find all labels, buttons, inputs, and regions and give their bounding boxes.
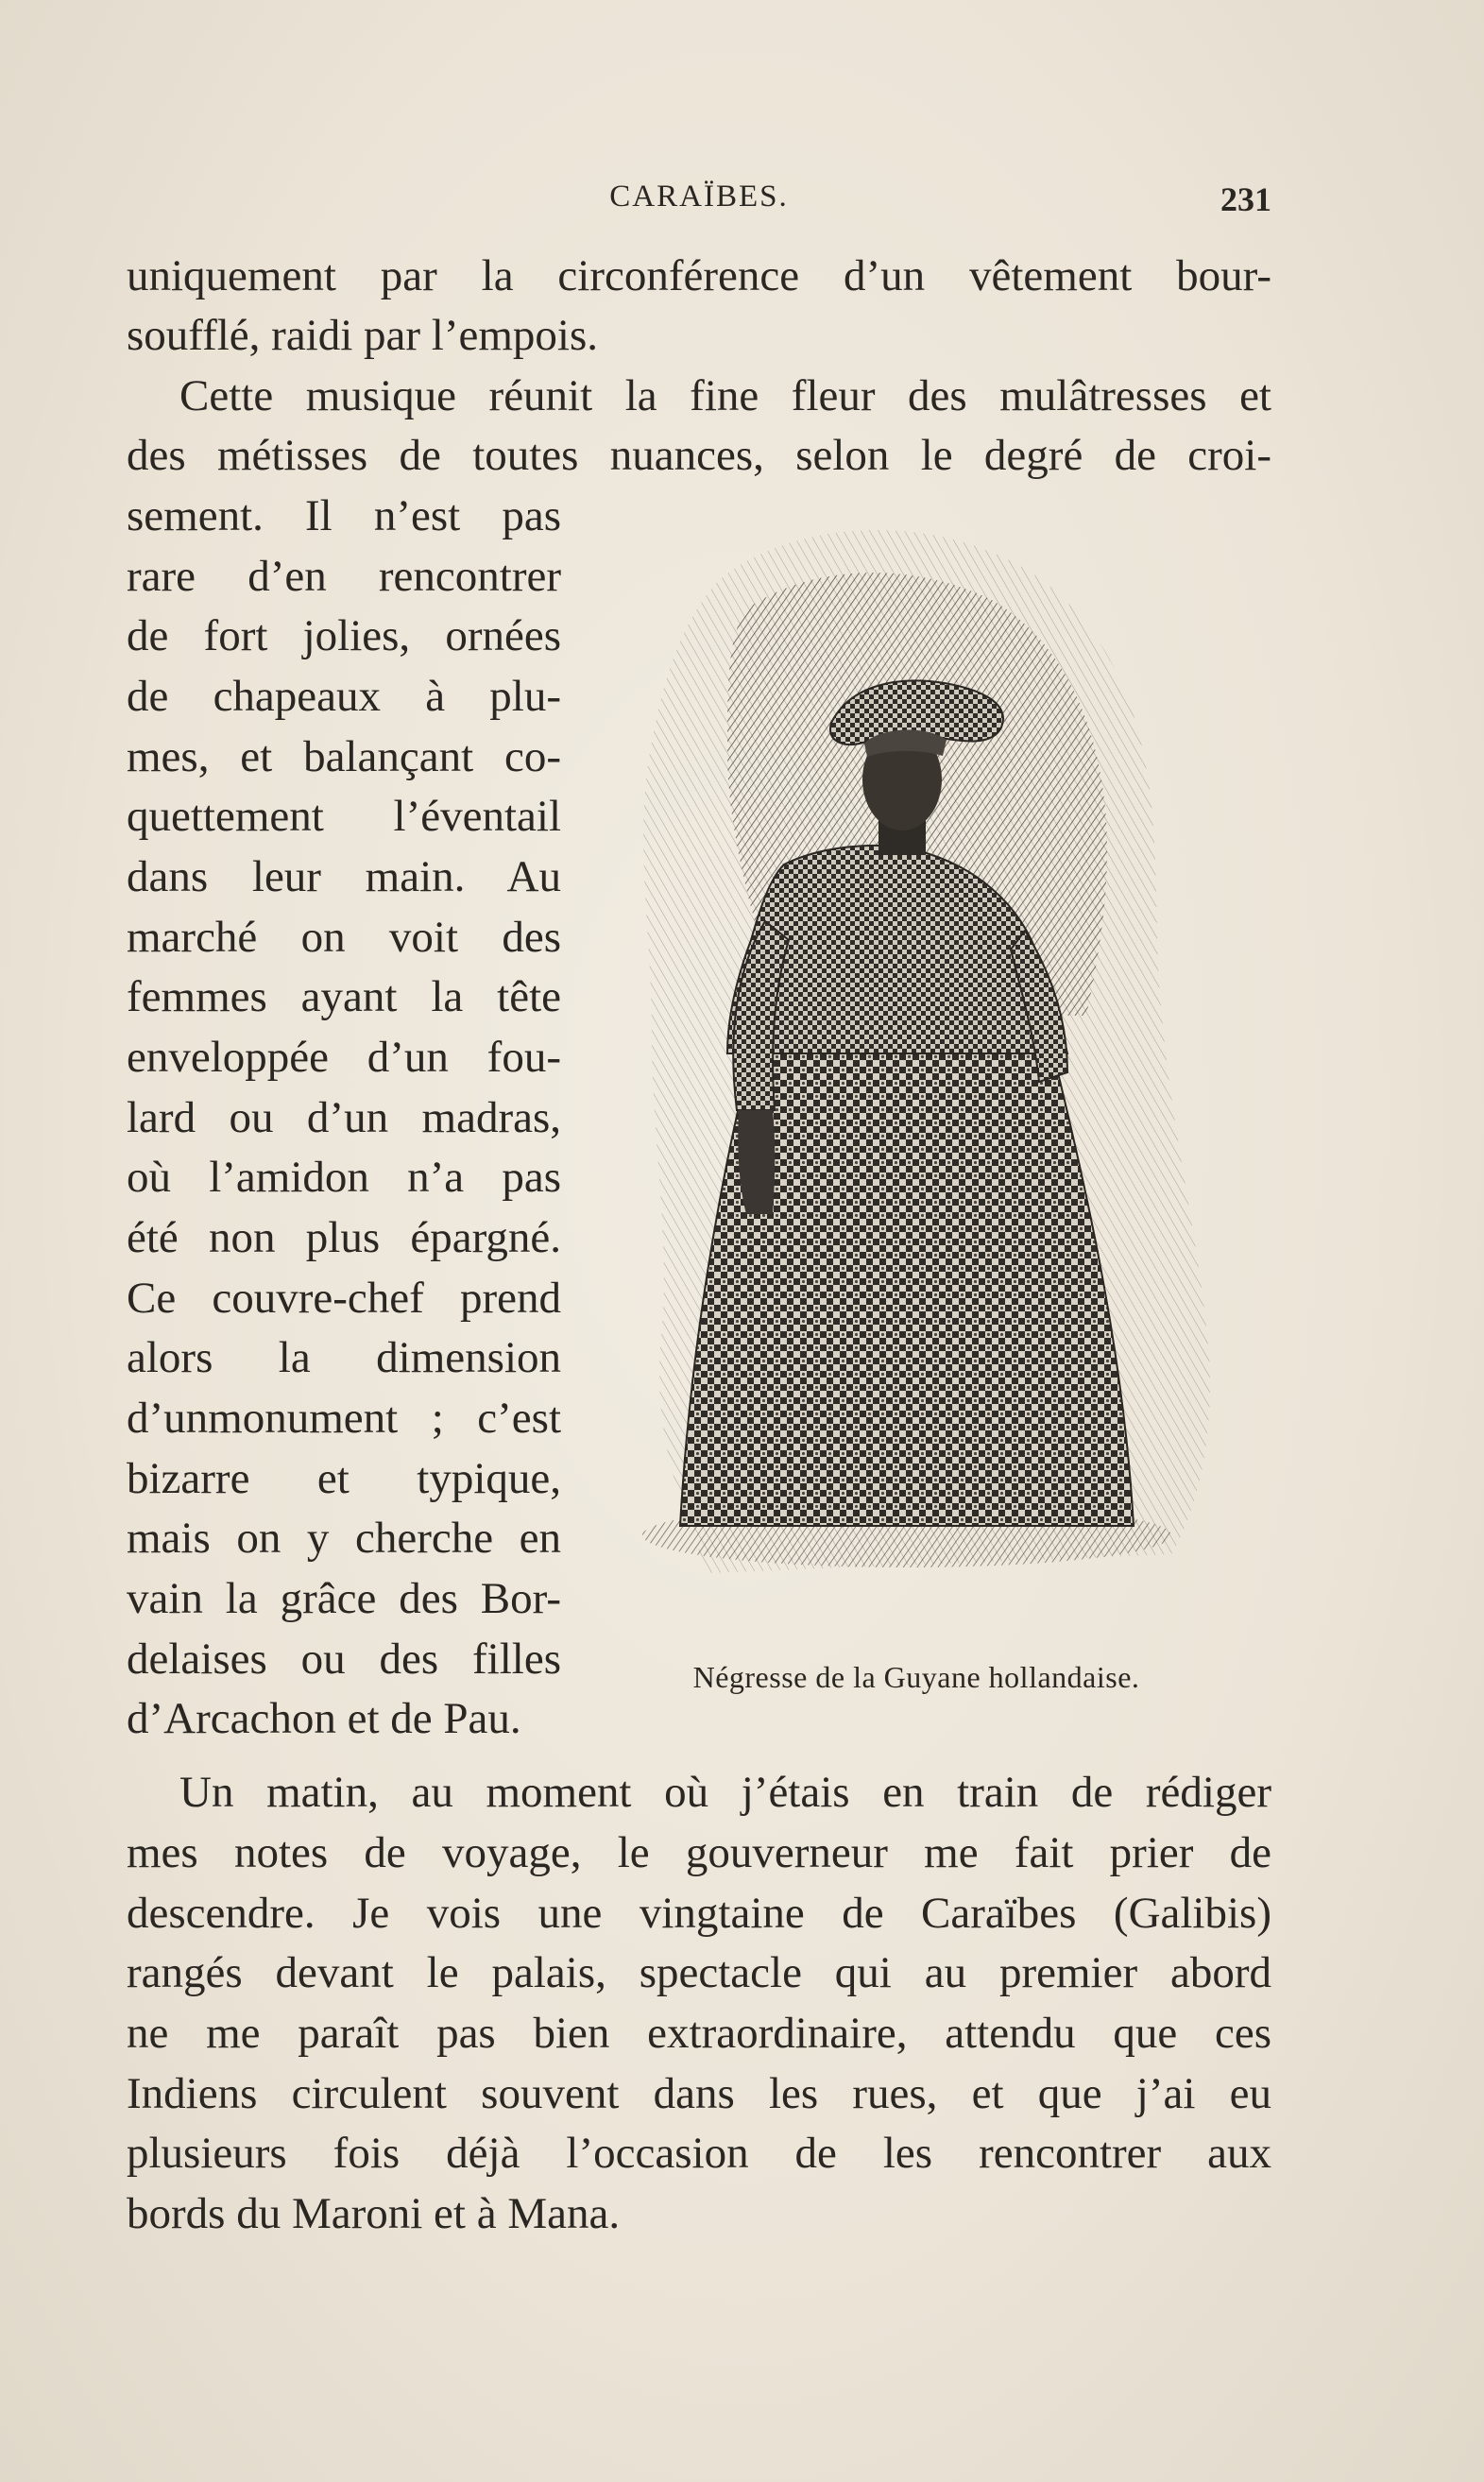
text-line: bords du Maroni et à Mana. (127, 2189, 621, 2238)
text-line: alors la dimension (127, 1333, 561, 1382)
text-line: d’Arcachon et de Pau. (127, 1694, 521, 1743)
text-line: d’unmonument ; c’est (127, 1394, 561, 1443)
text-line: bizarre et typique, (127, 1454, 561, 1503)
text-line: uniquement par la circonférence d’un vêtement bour- (127, 251, 1271, 300)
text-line: marché on voit des (127, 913, 561, 962)
text-line: Indiens circulent souvent dans les rues, et que j’ai eu (127, 2069, 1271, 2118)
text-line: femmes ayant la tête (127, 972, 561, 1021)
text-line: rangés devant le palais, spectacle qui au premier abord (127, 1948, 1271, 1997)
text-line: plusieurs fois déjà l’occasion de les rencontrer aux (127, 2129, 1271, 2178)
text-line: de fort jolies, ornées (127, 611, 561, 660)
text-line: sement. Il n’est pas (127, 491, 561, 540)
text-line: de chapeaux à plu- (127, 672, 561, 721)
text-line: rare d’en rencontrer (127, 552, 561, 601)
text-line: lard ou d’un madras, (127, 1093, 561, 1142)
text-line: quettement l’éventail (127, 792, 561, 841)
text-line: delaises ou des filles (127, 1635, 561, 1684)
text-line: enveloppée d’un fou- (127, 1033, 561, 1082)
text-line: ne me paraît pas bien extraordinaire, attendu que ces (127, 2009, 1271, 2058)
text-line: soufflé, raidi par l’empois. (127, 311, 599, 360)
text-line: vain la grâce des Bor- (127, 1574, 561, 1623)
text-line: descendre. Je vois une vingtaine de Caraïbes (Galibis) (127, 1889, 1271, 1938)
text-line: où l’amidon n’a pas (127, 1153, 561, 1202)
engraving-figure (595, 524, 1275, 1639)
text-line: dans leur main. Au (127, 852, 561, 901)
text-line: Cette musique réunit la fine fleur des mulâtresses et (179, 371, 1271, 420)
text-line: mais on y cherche en (127, 1514, 561, 1563)
text-line: mes, et balançant co- (127, 732, 561, 781)
text-line: Un matin, au moment où j’étais en train de rédiger (179, 1768, 1271, 1817)
text-line: été non plus épargné. (127, 1213, 561, 1262)
text-line: mes notes de voyage, le gouverneur me fait prier de (127, 1828, 1271, 1877)
text-line: des métisses de toutes nuances, selon le degré de croi- (127, 431, 1271, 480)
running-title: CARAÏBES. (609, 180, 789, 214)
woman-engraving-illustration (595, 524, 1275, 1639)
figure-caption: Négresse de la Guyane hollandaise. (692, 1660, 1140, 1694)
running-header (127, 180, 1271, 227)
text-line: Ce couvre-chef prend (127, 1274, 561, 1323)
page-number: 231 (1220, 180, 1271, 218)
